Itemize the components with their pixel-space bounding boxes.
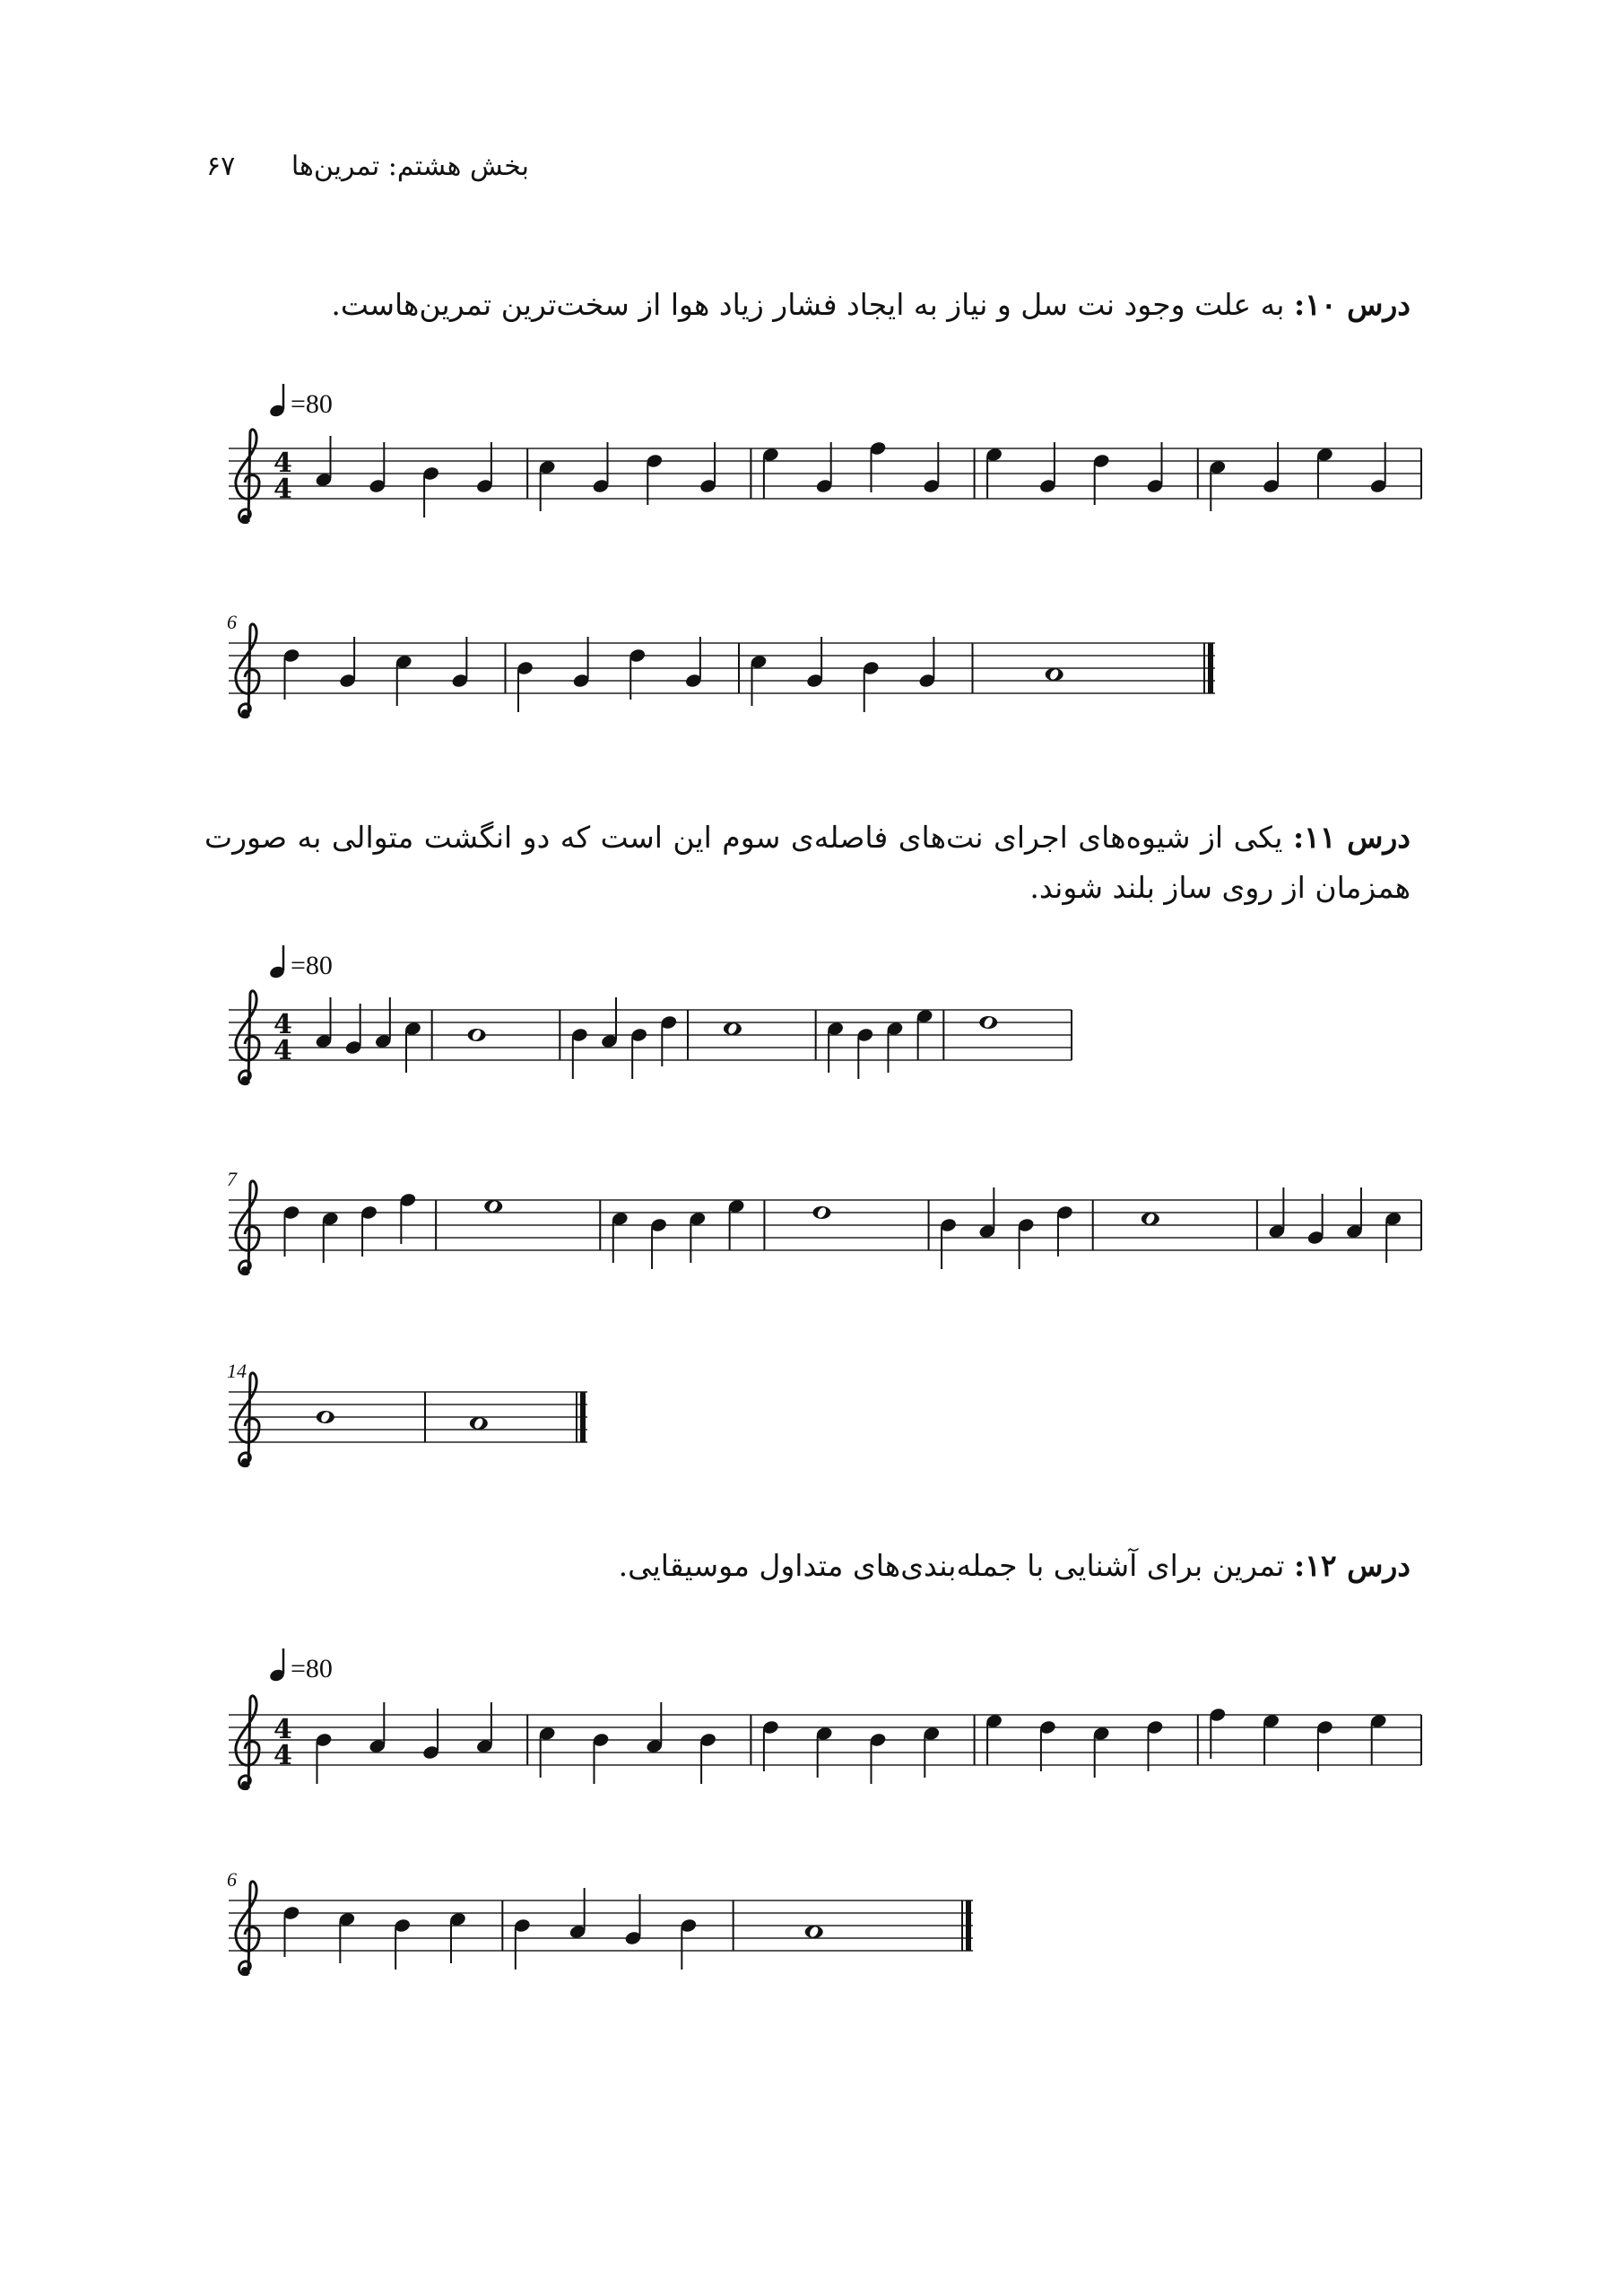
quarter-note — [321, 1211, 339, 1263]
measure-number: 7 — [227, 1168, 237, 1190]
treble-clef-icon — [236, 624, 259, 718]
quarter-note — [1315, 447, 1333, 499]
quarter-note — [611, 1211, 629, 1263]
quarter-note — [916, 1008, 933, 1060]
quarter-note — [1038, 442, 1056, 494]
whole-note — [468, 1029, 486, 1041]
quarter-note — [727, 1198, 745, 1250]
tempo-value: =80 — [291, 1654, 333, 1683]
quarter-note — [592, 1732, 610, 1784]
quarter-note — [1209, 1707, 1227, 1759]
quarter-note — [918, 637, 936, 689]
quarter-note — [315, 436, 333, 488]
tempo-value: =80 — [291, 951, 333, 980]
quarter-note — [629, 648, 647, 700]
quarter-note — [826, 1021, 844, 1073]
quarter-note — [282, 648, 300, 700]
section-title: بخش هشتم: تمرین‌ها — [291, 151, 529, 182]
quarter-note — [978, 1187, 996, 1239]
treble-clef-icon — [236, 1696, 259, 1789]
quarter-note — [421, 1709, 439, 1761]
quarter-note — [985, 447, 1003, 499]
lesson-label: درس ۱۱: — [1292, 820, 1411, 855]
music-staff — [227, 1168, 1421, 1295]
whole-note — [470, 1417, 488, 1430]
quarter-note — [1369, 442, 1387, 494]
quarter-note — [646, 453, 664, 505]
quarter-note — [680, 1918, 698, 1970]
whole-note — [724, 1022, 742, 1035]
quarter-note — [684, 637, 702, 689]
measure-number: 6 — [227, 611, 237, 633]
quarter-note — [815, 1726, 833, 1778]
music-staff — [227, 611, 1215, 738]
time-signature-bottom: 4 — [273, 1740, 292, 1771]
lesson-description: به علت وجود نت سل و نیاز به ایجاد فشار زیاد هوا از سخت‌ترین تمرین‌هاست. — [331, 287, 1294, 322]
music-staff — [229, 983, 1072, 1105]
quarter-note — [886, 1021, 904, 1073]
final-barline — [966, 1900, 971, 1951]
quarter-note — [750, 654, 768, 706]
quarter-note — [699, 442, 716, 494]
quarter-note — [1038, 1719, 1056, 1771]
quarter-note — [315, 1732, 333, 1784]
quarter-note — [421, 465, 439, 517]
quarter-note — [282, 1905, 300, 1957]
quarter-note — [923, 442, 941, 494]
quarter-note — [869, 440, 887, 492]
quarter-note — [315, 997, 333, 1049]
quarter-note — [939, 1217, 957, 1269]
quarter-note — [869, 1732, 887, 1784]
quarter-note — [369, 442, 386, 494]
quarter-note — [649, 1217, 667, 1269]
quarter-note — [374, 997, 392, 1049]
quarter-note — [1345, 1187, 1363, 1239]
music-staff — [227, 1360, 587, 1487]
lesson-12-text — [204, 1541, 1411, 1591]
quarter-note — [395, 654, 412, 706]
quarter-note-icon — [269, 1647, 291, 1683]
tempo-marking — [269, 1647, 333, 1684]
quarter-note — [1055, 1205, 1073, 1257]
music-staff — [229, 422, 1421, 544]
lesson-10-text — [204, 280, 1411, 330]
quarter-note — [1268, 1187, 1286, 1239]
quarter-note — [1385, 1211, 1402, 1263]
quarter-note — [646, 1702, 664, 1754]
quarter-note — [570, 1027, 588, 1079]
whole-note — [317, 1411, 334, 1423]
quarter-note — [689, 1211, 707, 1263]
quarter-note — [344, 1004, 362, 1056]
quarter-note — [1262, 1713, 1280, 1765]
quarter-note — [338, 1911, 356, 1963]
quarter-note — [1262, 442, 1280, 494]
quarter-note — [448, 1911, 466, 1963]
final-barline — [1208, 643, 1213, 693]
quarter-note — [1315, 1719, 1333, 1771]
quarter-note — [1209, 459, 1227, 511]
quarter-note — [805, 637, 823, 689]
quarter-note — [516, 660, 534, 712]
quarter-note — [856, 1027, 874, 1079]
time-signature-top: 4 — [273, 1714, 292, 1745]
quarter-note — [538, 459, 556, 511]
page-header — [206, 151, 529, 196]
treble-clef-icon — [236, 1373, 259, 1466]
page-number: ۶۷ — [206, 151, 236, 182]
music-staff — [227, 1868, 973, 1996]
quarter-note — [629, 1027, 647, 1079]
quarter-note — [761, 447, 779, 499]
treble-clef-icon — [236, 1882, 259, 1975]
lesson-11-text — [204, 813, 1411, 913]
quarter-note — [1092, 453, 1110, 505]
quarter-note-icon — [269, 944, 291, 979]
quarter-note — [451, 637, 469, 689]
final-barline — [580, 1392, 586, 1442]
quarter-note — [369, 1702, 386, 1754]
treble-clef-icon — [236, 430, 259, 523]
whole-note — [1142, 1213, 1159, 1225]
quarter-note — [338, 637, 356, 689]
quarter-note — [761, 1719, 779, 1771]
quarter-note — [1092, 1726, 1110, 1778]
quarter-note — [660, 1014, 678, 1066]
treble-clef-icon — [236, 1181, 259, 1274]
quarter-note — [985, 1713, 1003, 1765]
measure-number: 6 — [227, 1868, 237, 1891]
quarter-note — [538, 1726, 556, 1778]
whole-note — [805, 1926, 823, 1938]
quarter-note — [282, 1205, 300, 1257]
quarter-note — [600, 997, 618, 1049]
whole-note — [484, 1200, 502, 1213]
tempo-marking — [269, 382, 333, 420]
quarter-note — [592, 442, 610, 494]
time-signature-bottom: 4 — [273, 474, 292, 505]
quarter-note — [513, 1918, 531, 1970]
quarter-note — [572, 637, 590, 689]
treble-clef-icon — [236, 991, 259, 1084]
whole-note — [979, 1016, 997, 1029]
lesson-label: درس ۱۲: — [1293, 1548, 1411, 1583]
whole-note — [813, 1206, 831, 1219]
quarter-note — [923, 1726, 941, 1778]
quarter-note — [862, 660, 880, 712]
quarter-note — [399, 1192, 417, 1244]
quarter-note — [475, 442, 493, 494]
quarter-note — [1369, 1713, 1387, 1765]
time-signature-top: 4 — [273, 1009, 292, 1040]
tempo-marking — [269, 944, 333, 981]
lesson-description: یکی از شیوه‌های اجرای نت‌های فاصله‌ی سوم این است که دو انگشت متوالی به صورت همزمان از روی ساز بلند شوند. — [204, 820, 1411, 905]
lesson-label: درس ۱۰: — [1293, 287, 1411, 322]
quarter-note — [1146, 1719, 1164, 1771]
quarter-note — [393, 1918, 411, 1970]
music-staff — [229, 1688, 1421, 1810]
quarter-note — [404, 1021, 421, 1073]
whole-note — [1046, 668, 1063, 681]
quarter-note — [699, 1732, 716, 1784]
quarter-note — [569, 1888, 586, 1940]
quarter-note — [1017, 1217, 1035, 1269]
quarter-note — [1146, 442, 1164, 494]
quarter-note — [1307, 1194, 1324, 1246]
quarter-note-icon — [269, 382, 291, 418]
lesson-description: تمرین برای آشنایی با جمله‌بندی‌های متداول موسیقایی. — [618, 1548, 1294, 1583]
quarter-note — [815, 442, 833, 494]
time-signature-bottom: 4 — [273, 1035, 292, 1066]
quarter-note — [360, 1205, 378, 1257]
quarter-note — [475, 1702, 493, 1754]
quarter-note — [624, 1894, 642, 1946]
tempo-value: =80 — [291, 389, 333, 419]
time-signature-top: 4 — [273, 448, 292, 479]
measure-number: 14 — [227, 1360, 247, 1382]
